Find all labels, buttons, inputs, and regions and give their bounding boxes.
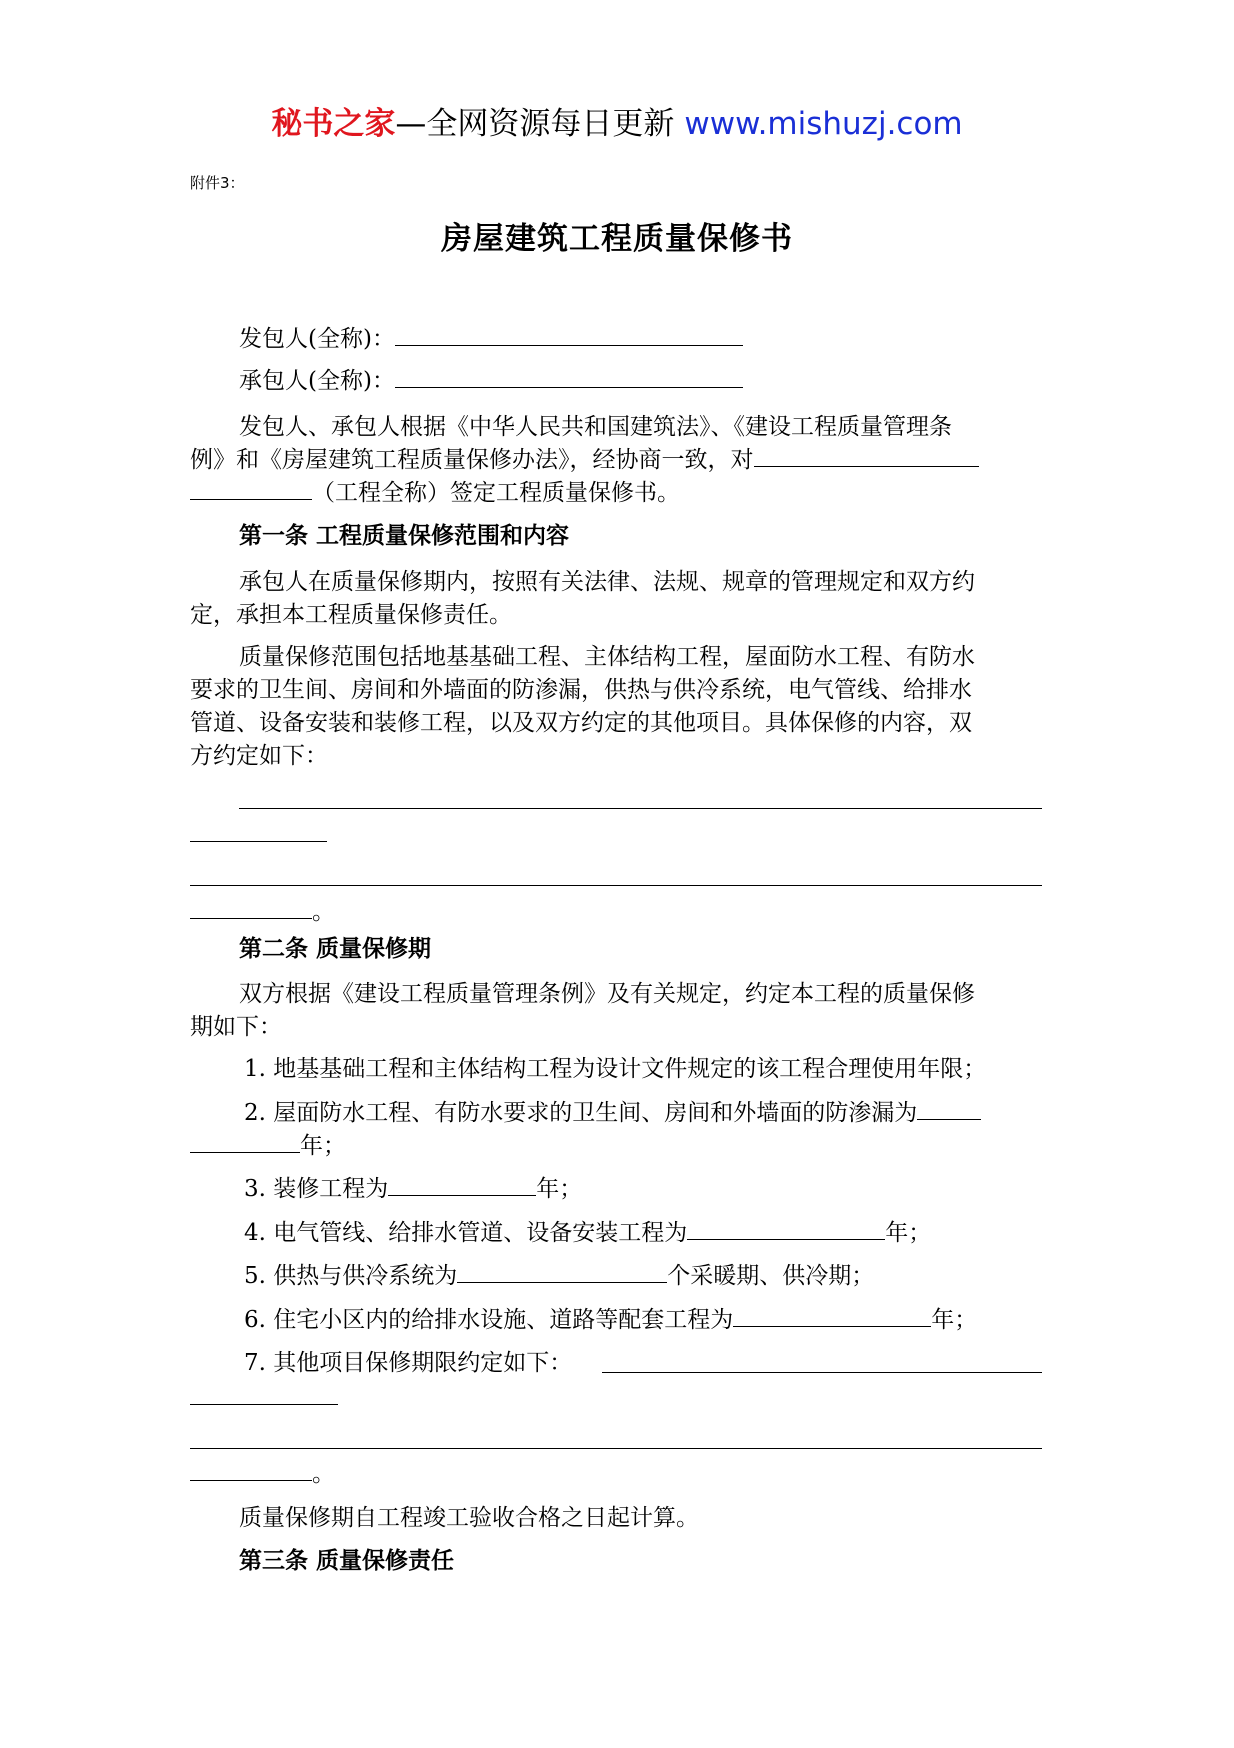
article-2-item-5 — [244, 1260, 874, 1293]
intro-line-3 — [190, 477, 680, 510]
article-2-heading: 第二条 质量保修期 — [239, 936, 432, 962]
article-2-item-7 — [244, 1347, 572, 1380]
article-2-item-4-text: 4. 电气管线、给排水管道、设备安装工程为 — [244, 1220, 688, 1246]
contractor-line — [239, 365, 743, 398]
banner-brand: 秘书之家 — [271, 106, 396, 142]
article-2-item-7-text: 7. 其他项目保修期限约定如下： — [244, 1350, 573, 1376]
article-2-item-2 — [244, 1097, 981, 1130]
project-name-blank-cont — [190, 477, 312, 500]
document-title: 房屋建筑工程质量保修书 — [441, 221, 793, 257]
article-2-item-2-cont — [190, 1130, 346, 1163]
article-1-heading: 第一条 工程质量保修范围和内容 — [239, 523, 570, 549]
article-1-p2-line-4: 方约定如下： — [190, 743, 328, 769]
article-1-blank-end — [190, 896, 335, 929]
intro-line-1: 发包人、承包人根据《中华人民共和国建筑法》、《建设工程质量管理条 — [239, 414, 952, 440]
item-6-years-blank — [733, 1304, 931, 1327]
contractor-label: 承包人(全称)： — [239, 368, 395, 394]
article-1-p2-line-3: 管道、设备安装和装修工程，以及双方约定的其他项目。具体保修的内容，双 — [190, 710, 972, 736]
item-2-years-blank — [917, 1097, 981, 1120]
attachment-label: 附件3： — [190, 174, 245, 192]
item-7-blank-line — [190, 1404, 338, 1405]
article-2-item-6 — [244, 1304, 977, 1337]
article-2-end-mark: 。 — [312, 1461, 335, 1487]
banner-separator: — — [395, 106, 427, 142]
article-1-end-mark: 。 — [312, 899, 335, 925]
article-2-p1-line-1: 双方根据《建设工程质量管理条例》及有关规定，约定本工程的质量保修 — [239, 981, 975, 1007]
article-2-item-2-text: 2. 屋面防水工程、有防水要求的卫生间、房间和外墙面的防渗漏为 — [244, 1100, 918, 1126]
article-1-blank-line — [239, 808, 1042, 809]
item-7-blank-end — [190, 1458, 335, 1491]
article-2-item-2-unit: 年； — [300, 1133, 346, 1159]
article-2-item-6-unit: 年； — [931, 1307, 978, 1333]
item-5-period-blank — [457, 1260, 667, 1283]
project-name-blank — [754, 444, 979, 467]
site-banner — [0, 100, 1234, 148]
article-2-item-5-unit: 个采暖期、供冷期； — [667, 1263, 875, 1289]
banner-url: www.mishuzj.com — [684, 106, 963, 142]
item-7-blank-line — [190, 1448, 1042, 1449]
employer-name-blank — [395, 323, 743, 346]
article-2-p1-line-2: 期如下： — [190, 1014, 282, 1040]
item-7-blank-line — [190, 1458, 312, 1481]
intro-line-2-text: 例》和《房屋建筑工程质量保修办法》，经协商一致，对 — [190, 447, 754, 473]
article-1-p2-line-1: 质量保修范围包括地基基础工程、主体结构工程，屋面防水工程、有防水 — [239, 644, 975, 670]
item-4-years-blank — [687, 1217, 885, 1240]
article-2-item-1: 1. 地基基础工程和主体结构工程为设计文件规定的该工程合理使用年限； — [244, 1056, 987, 1082]
article-1-blank-line — [190, 885, 1042, 886]
article-2-item-5-text: 5. 供热与供冷系统为 — [244, 1263, 458, 1289]
banner-slogan: 全网资源每日更新 — [426, 106, 675, 142]
item-7-blank-line — [602, 1372, 1042, 1373]
article-1-p1-line-2: 定，承担本工程质量保修责任。 — [190, 602, 512, 628]
article-1-p1-line-1: 承包人在质量保修期内，按照有关法律、法规、规章的管理规定和双方约 — [239, 569, 975, 595]
article-2-closing: 质量保修期自工程竣工验收合格之日起计算。 — [239, 1505, 699, 1531]
item-3-years-blank — [388, 1173, 536, 1196]
contractor-name-blank — [395, 365, 743, 388]
article-1-blank-line — [190, 841, 327, 842]
article-2-item-3-text: 3. 装修工程为 — [244, 1176, 389, 1202]
employer-label: 发包人(全称)： — [239, 326, 395, 352]
article-2-item-3 — [244, 1173, 582, 1206]
article-2-item-3-unit: 年； — [536, 1176, 583, 1202]
intro-line-3-text: （工程全称）签定工程质量保修书。 — [312, 480, 680, 506]
article-2-item-4 — [244, 1217, 931, 1250]
employer-line — [239, 323, 743, 356]
intro-line-2 — [190, 444, 979, 477]
article-2-item-4-unit: 年； — [885, 1220, 932, 1246]
article-1-p2-line-2: 要求的卫生间、房间和外墙面的防渗漏，供热与供冷系统，电气管线、给排水 — [190, 677, 972, 703]
article-1-blank-line — [190, 896, 312, 919]
article-3-heading: 第三条 质量保修责任 — [239, 1548, 455, 1574]
article-2-item-6-text: 6. 住宅小区内的给排水设施、道路等配套工程为 — [244, 1307, 734, 1333]
item-2-years-blank-cont — [190, 1130, 300, 1153]
